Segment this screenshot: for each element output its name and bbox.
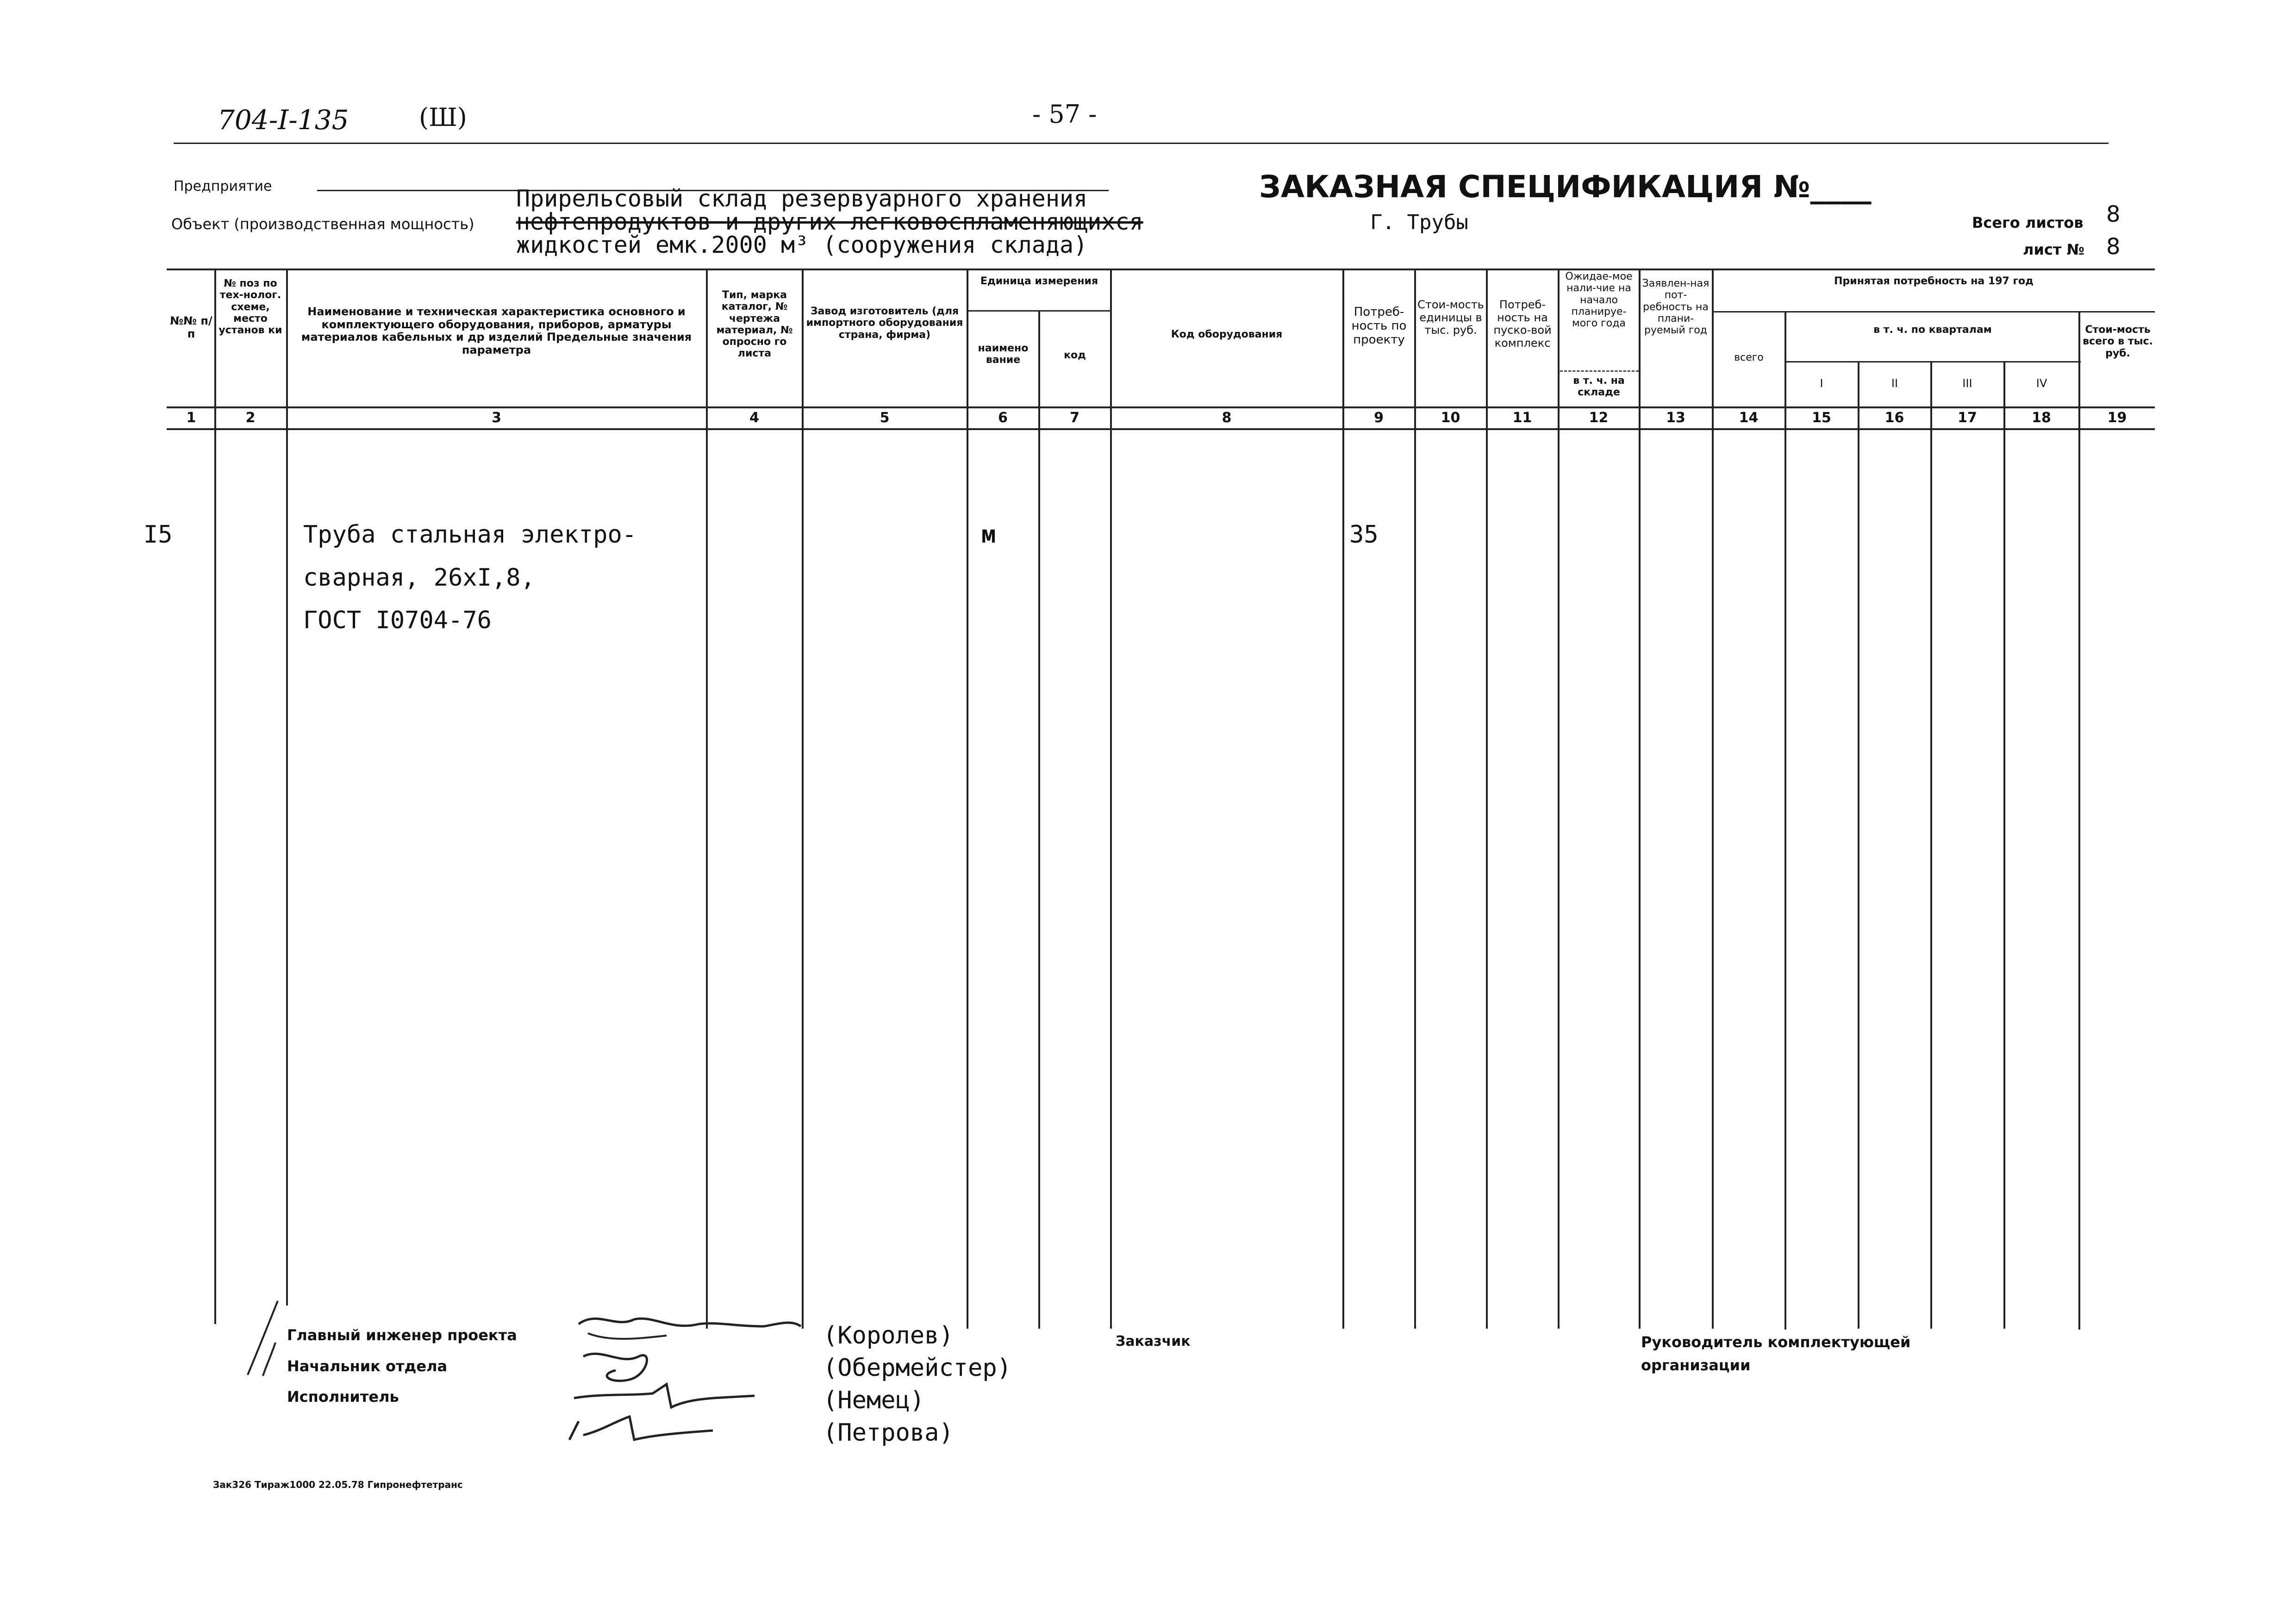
col-number: 18 <box>2032 410 2051 426</box>
print-info: Зак326 Тираж1000 22.05.78 Гипронефтетранс <box>213 1479 463 1490</box>
col-number: 10 <box>1441 410 1460 426</box>
col-divider <box>2078 311 2080 1330</box>
row-name-line-1: Труба стальная электро- <box>303 521 637 549</box>
col-divider <box>1110 269 1112 1329</box>
col-divider <box>214 269 216 1324</box>
signer-name-2: (Обермейстер) <box>823 1354 1011 1382</box>
col-number: 9 <box>1374 410 1384 426</box>
signer-name-4: (Петрова) <box>823 1419 954 1447</box>
document-code: 704-I-135 <box>218 104 349 136</box>
col-number: 14 <box>1739 410 1759 426</box>
object-line-1: Прирельсовый склад резервуарного хранения <box>516 185 1088 212</box>
object-line-3: жидкостей емк.2000 м³ (сооружения склада) <box>516 231 1088 258</box>
col-divider <box>967 269 968 1329</box>
row-name-line-3: ГОСТ I0704-76 <box>303 606 492 634</box>
col-16-header: II <box>1891 377 1898 390</box>
col-19-header: Стои-мость всего в тыс. руб. <box>2083 324 2153 359</box>
col-divider <box>1712 269 1714 1329</box>
col-11-header: Потреб-ность на пуско-вой комплекс <box>1493 298 1552 350</box>
signer-name-1: (Королев) <box>823 1322 954 1349</box>
col-number: 15 <box>1812 410 1831 426</box>
col-10-header: Стои-мость единицы в тыс. руб. <box>1417 298 1484 337</box>
col-12-header: Ожидае-мое нали-чие на начало планируе-мого года <box>1565 271 1633 330</box>
customer-label: Заказчик <box>1116 1333 1191 1349</box>
supplier-label-line-1: Руководитель комплектующей <box>1641 1333 1911 1351</box>
column-numbers-bottom-border <box>167 428 2155 430</box>
col-number: 6 <box>998 410 1008 426</box>
col-9-header: Потреб-ность по проекту <box>1351 305 1407 347</box>
col-number: 16 <box>1884 410 1904 426</box>
col-divider <box>1639 269 1641 1329</box>
row-unit: м <box>981 521 996 549</box>
total-sheets-value: 8 <box>2106 201 2121 227</box>
volume-number: (Ш) <box>419 103 467 132</box>
executor-label: Исполнитель <box>287 1388 399 1405</box>
col-number: 13 <box>1666 410 1685 426</box>
col-divider <box>1342 269 1344 1329</box>
in-stock-header: в т. ч. на складе <box>1573 375 1625 399</box>
col-1-header: №№ п/п <box>170 314 212 340</box>
col-divider <box>1038 310 1040 1329</box>
col-number: 8 <box>1222 410 1232 426</box>
page-number: - 57 - <box>1032 100 1097 129</box>
col-divider <box>1486 269 1488 1329</box>
header-bottom-border <box>167 406 2155 408</box>
quarters-group-line <box>1784 361 2081 362</box>
col-divider <box>1858 361 1859 1329</box>
unit-group-header: Единица измерения <box>980 275 1098 287</box>
total-sheets-label: Всего листов <box>1972 214 2084 231</box>
sheet-value: 8 <box>2106 234 2121 260</box>
col-number: 7 <box>1070 410 1079 426</box>
col-6-header: наимено вание <box>978 343 1029 366</box>
row-need: 35 <box>1349 521 1379 549</box>
col-number: 4 <box>749 410 759 426</box>
col-8-header: Код оборудования <box>1171 329 1283 340</box>
signer-name-3: (Немец) <box>823 1387 925 1414</box>
supplier-label-line-2: организации <box>1641 1356 1751 1374</box>
col-number: 11 <box>1512 410 1532 426</box>
col-13-header: Заявлен-ная пот-ребность на плани-руемый год <box>1642 278 1710 337</box>
row-number: I5 <box>144 521 173 549</box>
col-number: 2 <box>245 410 256 426</box>
col-divider <box>1930 361 1932 1329</box>
stock-dash-line <box>1560 370 1639 372</box>
col-number: 12 <box>1589 410 1609 426</box>
quarters-group-header: в т. ч. по кварталам <box>1873 324 1992 336</box>
col-18-header: IV <box>2036 377 2047 390</box>
spec-subtitle: Г. Трубы <box>1370 211 1468 234</box>
col-number: 3 <box>492 410 501 426</box>
col-14-header: всего <box>1734 352 1764 363</box>
col-divider <box>1558 269 1560 1329</box>
col-7-header: код <box>1064 350 1086 361</box>
col-divider <box>1784 311 1786 1330</box>
col-divider <box>802 269 804 1329</box>
row-name-line-2: сварная, 26хI,8, <box>303 564 535 592</box>
col-3-header: Наименование и техническая характеристика основного и комплектующего оборудования, приборов, арматуры материалов кабельных и др изделий Предельные значения параметра <box>301 305 692 356</box>
top-rule <box>174 143 2109 144</box>
col-17-header: III <box>1962 377 1972 390</box>
accepted-group-line <box>1713 311 2155 312</box>
table-top-border <box>167 269 2155 270</box>
col-divider <box>2003 361 2005 1329</box>
object-label: Объект (производственная мощность) <box>171 215 474 233</box>
accepted-group-header: Принятая потребность на 197 год <box>1834 275 2034 287</box>
department-head-label: Начальник отдела <box>287 1357 448 1375</box>
sheet-label: лист № <box>2023 241 2085 258</box>
col-4-header: Тип, марка каталог, № чертежа материал, № опросно го листа <box>716 289 793 360</box>
col-5-header: Завод изготовитель (для импортного оборудования страна, фирма) <box>806 306 963 341</box>
col-divider <box>1414 269 1416 1329</box>
col-divider <box>706 269 708 1329</box>
col-number: 17 <box>1958 410 1977 426</box>
object-line-2: нефтепродуктов и других легковоспламеняющихся <box>516 208 1143 235</box>
col-number: 5 <box>880 410 890 426</box>
enterprise-label: Предприятие <box>174 178 272 194</box>
signature-bracket-mark <box>241 1296 282 1380</box>
spec-title: ЗАКАЗНАЯ СПЕЦИФИКАЦИЯ №____ <box>1259 169 1872 205</box>
col-number: 19 <box>2107 410 2127 426</box>
chief-engineer-label: Главный инженер проекта <box>287 1326 517 1344</box>
col-number: 1 <box>186 410 196 426</box>
handwritten-signatures <box>560 1305 819 1463</box>
col-2-header: № поз по тех-нолог. схеме, место установ ки <box>218 278 282 337</box>
col-15-header: I <box>1820 377 1823 390</box>
